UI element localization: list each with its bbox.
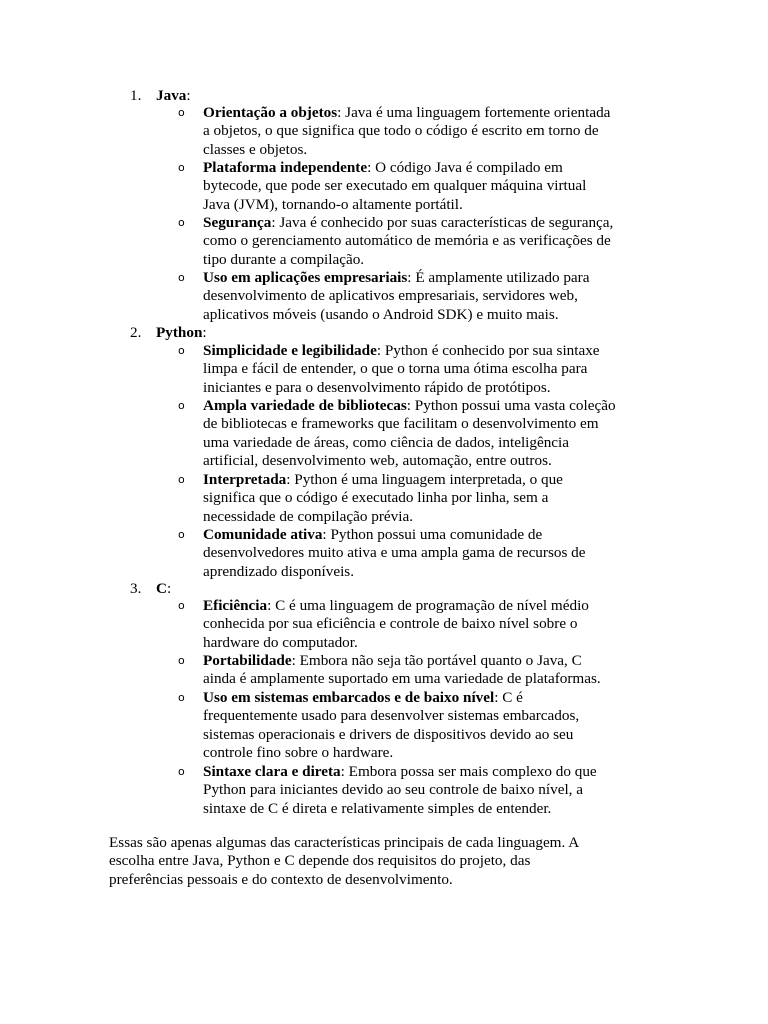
text-line	[203, 652, 668, 670]
bullet-icon: o	[178, 599, 185, 612]
item-text: tipo durante a compilação.	[203, 250, 365, 268]
text-line	[203, 707, 668, 725]
section-number: 3.	[130, 580, 142, 597]
text-line	[203, 452, 668, 470]
item-term: Uso em aplicações empresariais	[203, 269, 408, 286]
text-line	[203, 489, 668, 507]
item-text: controle fino sobre o hardware.	[203, 744, 394, 762]
bullet-icon: o	[178, 528, 185, 541]
item-term: Eficiência	[203, 597, 268, 614]
list-item	[178, 269, 668, 324]
item-text: bytecode, que pode ser executado em qualquer máquina virtual	[203, 177, 587, 195]
text-line	[203, 251, 668, 269]
list-item-text	[203, 269, 668, 324]
section-number: 1.	[130, 87, 142, 104]
section-colon: :	[186, 87, 191, 104]
text-line	[203, 360, 668, 378]
section-heading-line	[130, 87, 670, 105]
item-text: desenvolvedores muito ativa e uma ampla gama de recursos de	[203, 544, 586, 562]
text-line	[203, 415, 668, 433]
list-item	[178, 471, 668, 526]
item-text: sintaxe de C é direta e relativamente simples de entender.	[203, 799, 552, 817]
list-item	[178, 214, 668, 269]
text-line	[203, 342, 668, 360]
bullet-icon: o	[178, 106, 185, 119]
item-text: : Python é conhecido por sua sintaxe	[376, 342, 600, 359]
closing-line: preferências pessoais e do contexto de desenvolvimento.	[109, 870, 453, 888]
section-colon: :	[202, 324, 207, 341]
item-term: Interpretada	[203, 471, 287, 488]
list-item	[178, 526, 668, 581]
item-text: como o gerenciamento automático de memória e as verificações de	[203, 232, 611, 250]
item-text: : C é	[494, 689, 523, 706]
text-line	[203, 177, 668, 195]
item-term: Sintaxe clara e direta	[203, 763, 341, 780]
item-term: Orientação a objetos	[203, 104, 338, 121]
text-line	[203, 104, 668, 122]
item-text: limpa e fácil de entender, o que o torna uma ótima escolha para	[203, 360, 588, 378]
section-colon: :	[166, 580, 172, 597]
list-item-text	[203, 652, 668, 689]
list-item-text	[203, 763, 668, 818]
item-term: Segurança	[203, 214, 272, 231]
item-text: : C é uma linguagem de programação de nível médio	[267, 597, 589, 614]
text-line	[203, 781, 668, 799]
text-line	[203, 563, 668, 581]
text-line	[203, 287, 668, 305]
list-item-text	[203, 104, 668, 159]
item-text: : Python é uma linguagem interpretada, o que	[286, 471, 563, 488]
list-item	[178, 597, 668, 652]
section-number: 2.	[130, 324, 142, 341]
item-text: uma variedade de áreas, como ciência de dados, inteligência	[203, 433, 570, 451]
item-text: Python para iniciantes devido ao seu controle de baixo nível, a	[203, 781, 583, 799]
bullet-icon: o	[178, 271, 185, 284]
bullet-icon: o	[178, 399, 185, 412]
text-line	[203, 526, 668, 544]
closing-line: Essas são apenas algumas das características principais de cada linguagem. A	[109, 834, 580, 851]
closing-paragraph	[109, 834, 669, 889]
item-text: necessidade de compilação prévia.	[203, 507, 413, 525]
section-title: Java	[156, 87, 187, 104]
section-heading-line	[130, 580, 670, 598]
item-text: ainda é amplamente suportado em uma variedade de plataformas.	[203, 670, 601, 688]
closing-line: escolha entre Java, Python e C depende dos requisitos do projeto, das	[109, 852, 531, 870]
list-item	[178, 104, 668, 159]
item-term: Ampla variedade de bibliotecas	[203, 397, 407, 414]
list-item	[178, 689, 668, 763]
section-heading	[130, 324, 670, 342]
bullet-icon: o	[178, 344, 185, 357]
list-item-text	[203, 214, 668, 269]
text-line	[203, 597, 668, 615]
item-text: desenvolvimento de aplicativos empresariais, servidores web,	[203, 287, 578, 305]
item-text: hardware do computador.	[203, 633, 358, 651]
item-text: : Embora possa ser mais complexo do que	[340, 763, 597, 780]
item-text: : Python possui uma vasta coleção	[406, 397, 616, 414]
item-text: significa que o código é executado linha por linha, sem a	[203, 489, 549, 507]
text-line	[203, 508, 668, 526]
list-item-text	[203, 597, 668, 652]
item-text: aplicativos móveis (usando o Android SDK) e muito mais.	[203, 305, 559, 323]
list-item-text	[203, 526, 668, 581]
text-line	[203, 214, 668, 232]
item-text: : Java é uma linguagem fortemente orientada	[337, 104, 611, 121]
text-line	[203, 159, 668, 177]
item-term: Comunidade ativa	[203, 526, 323, 543]
text-line	[203, 269, 668, 287]
list-item-text	[203, 689, 668, 763]
text-line	[203, 726, 668, 744]
text-line	[203, 634, 668, 652]
text-line	[203, 800, 668, 818]
item-text: frequentemente usado para desenvolver sistemas embarcados,	[203, 707, 580, 725]
item-text: : O código Java é compilado em	[367, 159, 563, 176]
item-term: Plataforma independente	[203, 159, 368, 176]
item-text: : É amplamente utilizado para	[407, 269, 590, 286]
bullet-icon: o	[178, 691, 185, 704]
item-term: Uso em sistemas embarcados e de baixo nível	[203, 689, 495, 706]
item-text: : Embora não seja tão portável quanto o Java, C	[291, 652, 582, 669]
text-line	[203, 122, 668, 140]
section-heading	[130, 87, 670, 105]
text-line	[203, 615, 668, 633]
list-item-text	[203, 471, 668, 526]
item-text: a objetos, o que significa que todo o código é escrito em torno de	[203, 122, 599, 140]
section-title: C	[156, 580, 167, 597]
list-item	[178, 342, 668, 397]
section-heading-line	[130, 324, 670, 342]
section-title: Python	[156, 324, 203, 341]
text-line	[203, 434, 668, 452]
text-line	[203, 471, 668, 489]
list-item-text	[203, 397, 668, 471]
list-item	[178, 159, 668, 214]
item-text: iniciantes e para o desenvolvimento rápido de protótipos.	[203, 378, 551, 396]
text-line	[203, 196, 668, 214]
text-line	[203, 397, 668, 415]
item-text: de bibliotecas e frameworks que facilitam o desenvolvimento em	[203, 415, 599, 433]
text-line	[203, 379, 668, 397]
bullet-icon: o	[178, 654, 185, 667]
item-text: sistemas operacionais e drivers de dispositivos devido ao seu	[203, 725, 574, 743]
item-term: Simplicidade e legibilidade	[203, 342, 377, 359]
text-line	[203, 689, 668, 707]
item-text: aprendizado disponíveis.	[203, 562, 354, 580]
section-heading	[130, 580, 670, 598]
list-item-text	[203, 159, 668, 214]
bullet-icon: o	[178, 161, 185, 174]
item-text: : Java é conhecido por suas características de segurança,	[271, 214, 614, 231]
item-text: conhecida por sua eficiência e controle de baixo nível sobre o	[203, 615, 578, 633]
item-text: artificial, desenvolvimento web, automação, entre outros.	[203, 452, 552, 470]
text-line	[203, 141, 668, 159]
text-line	[203, 232, 668, 250]
text-line	[203, 763, 668, 781]
text-line	[203, 670, 668, 688]
text-line	[203, 744, 668, 762]
list-item	[178, 397, 668, 471]
item-term: Portabilidade	[203, 652, 292, 669]
list-item	[178, 652, 668, 689]
text-line	[203, 306, 668, 324]
list-item	[178, 763, 668, 818]
text-line	[203, 544, 668, 562]
list-item-text	[203, 342, 668, 397]
item-text: : Python possui uma comunidade de	[322, 526, 543, 543]
bullet-icon: o	[178, 765, 185, 778]
item-text: Java (JVM), tornando-o altamente portátil.	[203, 195, 463, 213]
bullet-icon: o	[178, 216, 185, 229]
bullet-icon: o	[178, 473, 185, 486]
item-text: classes e objetos.	[203, 140, 308, 158]
